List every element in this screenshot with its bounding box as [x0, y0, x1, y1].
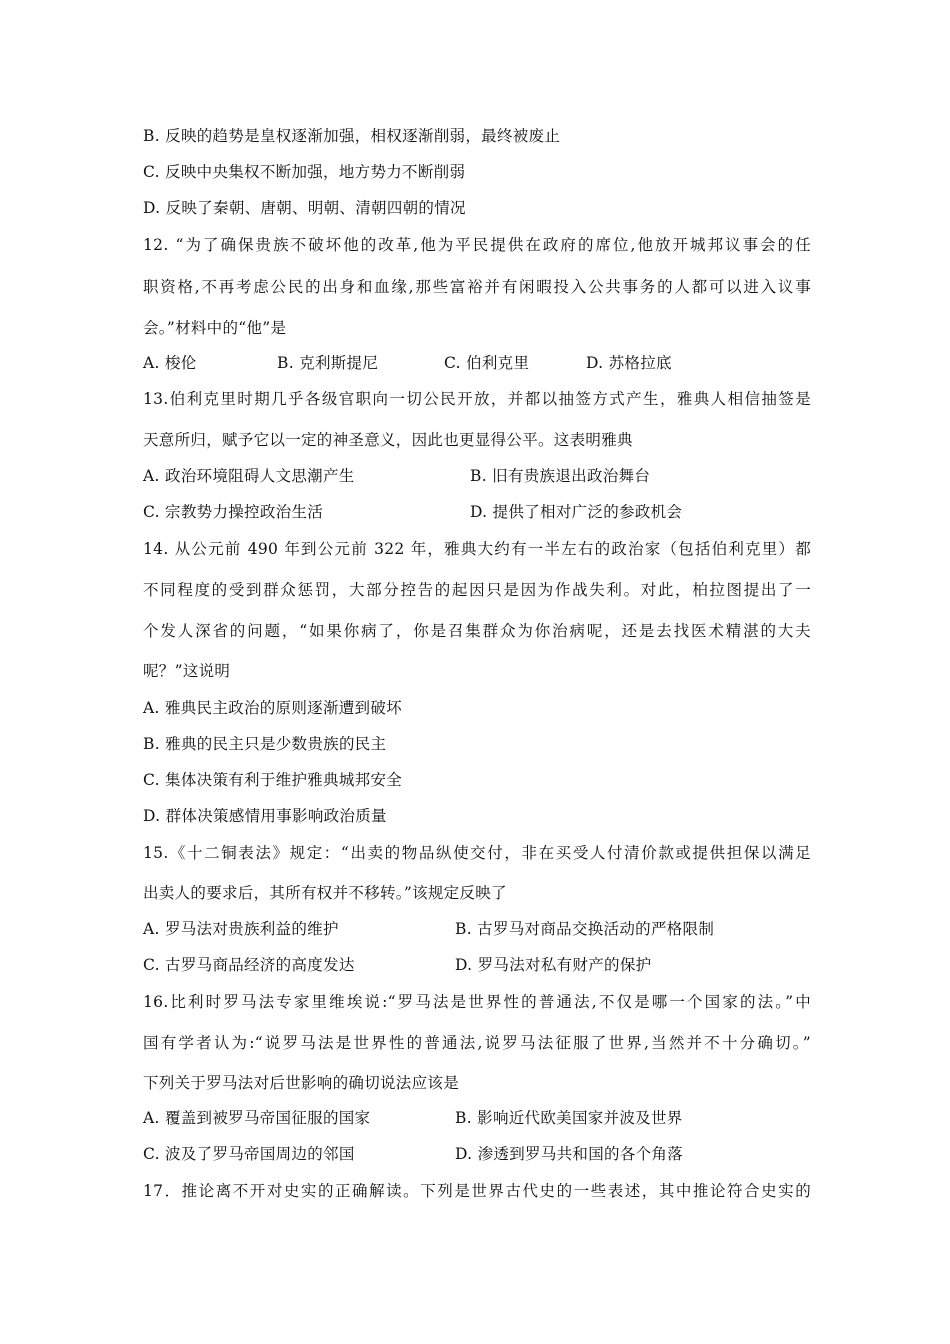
- q12-option-d: D. 苏格拉底: [586, 354, 672, 372]
- q16-option-b: B. 影响近代欧美国家并波及世界: [455, 1109, 683, 1127]
- q12-stem-line-2: 职资格,不再考虑公民的出身和血缘,那些富裕并有闲暇投入公共事务的人都可以进入议事: [143, 278, 811, 296]
- q14-option-a: A. 雅典民主政治的原则逐渐遭到破坏: [143, 699, 402, 717]
- q16-stem-line-2: 国有学者认为:“说罗马法是世界性的普通法,说罗马法征服了世界,当然并不十分确切。”: [143, 1034, 811, 1052]
- q14-stem-line-3: 个发人深省的问题，“如果你病了，你是召集群众为你治病呢，还是去找医术精湛的大夫: [143, 622, 811, 640]
- q13-option-d: D. 提供了相对广泛的参政机会: [470, 503, 683, 521]
- q12-option-c: C. 伯利克里: [444, 354, 530, 372]
- q12-stem-line-3: 会。”材料中的“他”是: [143, 319, 287, 337]
- q11-option-d: D. 反映了秦朝、唐朝、明朝、清朝四朝的情况: [143, 199, 466, 217]
- q12-stem-line-1: 12. “为了确保贵族不破坏他的改革,他为平民提供在政府的席位,他放开城邦议事会的任: [143, 236, 811, 254]
- q14-option-d: D. 群体决策感情用事影响政治质量: [143, 807, 387, 825]
- q15-option-c: C. 古罗马商品经济的高度发达: [143, 956, 355, 974]
- q16-option-a: A. 覆盖到被罗马帝国征服的国家: [143, 1109, 371, 1127]
- q11-option-c: C. 反映中央集权不断加强，地方势力不断削弱: [143, 163, 466, 181]
- q17-stem-line-1: 17．推论离不开对史实的正确解读。下列是世界古代史的一些表述，其中推论符合史实的: [143, 1182, 811, 1200]
- q16-stem-line-1: 16.比利时罗马法专家里维埃说:“罗马法是世界性的普通法,不仅是哪一个国家的法。”中: [143, 993, 811, 1011]
- q15-stem-line-1: 15.《十二铜表法》规定：“出卖的物品纵使交付，非在买受人付清价款或提供担保以满足: [143, 844, 811, 862]
- q13-option-b: B. 旧有贵族退出政治舞台: [470, 467, 651, 485]
- q13-option-a: A. 政治环境阻碍人文思潮产生: [143, 467, 355, 485]
- q14-option-b: B. 雅典的民主只是少数贵族的民主: [143, 735, 387, 753]
- q15-option-b: B. 古罗马对商品交换活动的严格限制: [455, 920, 715, 938]
- q15-stem-line-2: 出卖人的要求后，其所有权并不移转。”该规定反映了: [143, 884, 507, 902]
- q15-option-d: D. 罗马法对私有财产的保护: [455, 956, 652, 974]
- q14-stem-line-4: 呢？”这说明: [143, 662, 231, 680]
- q11-option-b: B. 反映的趋势是皇权逐渐加强，相权逐渐削弱，最终被废止: [143, 127, 561, 145]
- q14-stem-line-1: 14. 从公元前 490 年到公元前 322 年，雅典大约有一半左右的政治家（包括伯利克里）都: [143, 540, 811, 558]
- q13-stem-line-2: 天意所归，赋予它以一定的神圣意义，因此也更显得公平。这表明雅典: [143, 431, 633, 449]
- q16-option-d: D. 渗透到罗马共和国的各个角落: [455, 1145, 684, 1163]
- q13-stem-line-1: 13.伯利克里时期几乎各级官职向一切公民开放，并都以抽签方式产生，雅典人相信抽签是: [143, 390, 811, 408]
- q12-option-a: A. 梭伦: [143, 354, 197, 372]
- q14-stem-line-2: 不同程度的受到群众惩罚，大部分控告的起因只是因为作战失利。对此，柏拉图提出了一: [143, 581, 811, 599]
- q14-option-c: C. 集体决策有利于维护雅典城邦安全: [143, 771, 403, 789]
- q16-stem-line-3: 下列关于罗马法对后世影响的确切说法应该是: [143, 1074, 460, 1092]
- q15-option-a: A. 罗马法对贵族利益的维护: [143, 920, 339, 938]
- q13-option-c: C. 宗教势力操控政治生活: [143, 503, 324, 521]
- q16-option-c: C. 波及了罗马帝国周边的邻国: [143, 1145, 355, 1163]
- q12-option-b: B. 克利斯提尼: [277, 354, 379, 372]
